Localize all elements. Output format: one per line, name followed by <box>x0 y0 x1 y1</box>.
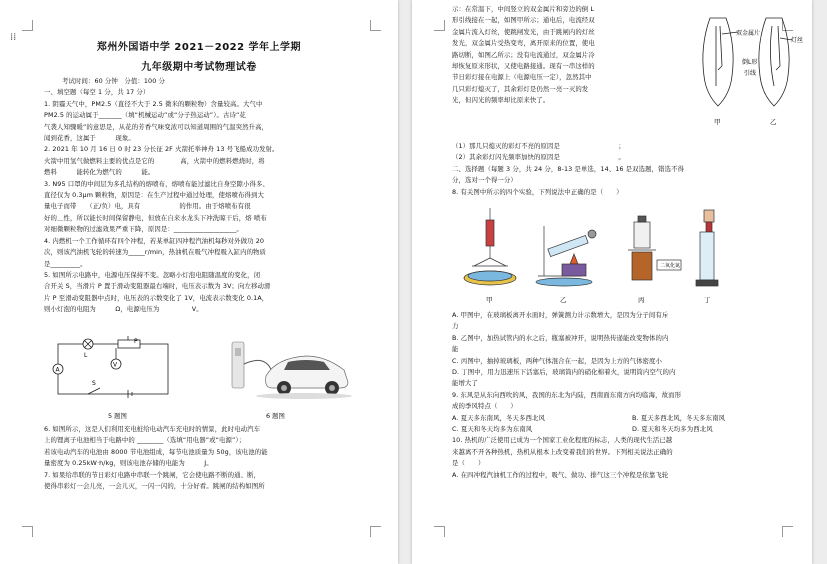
question-line: 量密度为 0.25kW·h/kg，则该电池存储的电能为 J。 <box>44 459 213 468</box>
question-line: 成的季风特点（ ） <box>452 402 517 411</box>
question-line: 片 P 至滑动变阻器中点时，电压表的示数变化了 1V，电流表示数变化 0.1A， <box>44 293 269 302</box>
fig5-label-l: L <box>84 352 88 359</box>
question-line: 示：在常温下，中间竖立的双金属片和旁边的倒 L <box>452 5 595 13</box>
option-b: B. 夏天多西北风，冬天多东南风 <box>632 413 726 422</box>
question-line: 则小灯泡的电阻为 Ω，电源电压为 V。 <box>44 305 203 314</box>
question-line: 3. N95 口罩的中间层为多孔结构的熔喷布，熔喷布能过滤比自身空隙小得多、 <box>44 179 269 188</box>
question-line: （2）其余彩灯闪光频率加快的原因是 。 <box>452 153 625 162</box>
option-d: D. 夏天和冬天均多为西北风 <box>632 425 713 434</box>
question-line: PM2.5 的运动属于_______（填“机械运动”或“分子热运动”）。古诗“花 <box>44 111 246 120</box>
question-line: 直径仅为 0.3μm 颗粒物，原因是：在生产过程中通过处理，使熔喷布得到大 <box>44 191 264 200</box>
question-line: 对细微颗粒物的过滤效果严重下降，原因是：___________________。 <box>44 225 243 234</box>
exam-page-right <box>412 0 812 564</box>
question-line: 8. 有关图中所示的四个实验，下列说法中正确的是（ ） <box>452 187 623 196</box>
question-line: 10. 热机的广泛使用已成为一个国家工业化程度的标志，人类的现代生活已越 <box>452 436 673 445</box>
page2-q7-text <box>452 4 694 107</box>
fig5-label-a: A <box>55 366 60 374</box>
question-line: 来越离不开各种热机，热机从根本上改变着我们的世界。下列相关说法正确的 <box>452 447 673 456</box>
fig8-caption-d: 丁 <box>704 296 711 304</box>
fig5-caption: 5 题图 <box>108 412 127 420</box>
fig5-label-v: V <box>113 361 118 369</box>
option-line: B. 乙图中，加热试管内的水之后，瓶塞被冲开，说明热传递能改变物体的内 <box>452 333 669 342</box>
fig8-caption-b: 乙 <box>560 296 567 304</box>
fig8-caption-c: 丙 <box>638 296 645 304</box>
question-line: 却恢复原来形状，又使电路接通。现有一串这样的 <box>452 62 595 71</box>
question-line: 若该电动汽车的电池由 8000 节电池组成，每节电池质量为 50g，该电池的能 <box>44 447 268 456</box>
bulb-diagram-fig7 <box>696 6 806 130</box>
option-a: A. 夏天多东南风，冬天多西北风 <box>452 413 545 422</box>
section-heading: 分，选对一个得一分） <box>452 176 517 185</box>
question-line: 合开关 S，当滑片 P 置于滑动变阻器最右端时，电压表示数为 3V；向左移动滑 <box>44 282 271 291</box>
question-line: 上的锂离子电池相当于电路中的 ________（选填“用电器”或“电源”）； <box>44 436 246 445</box>
question-line: 闻到花香，这属于 现象。 <box>44 134 135 143</box>
question-line: 金属片流入灯丝，使跳闸发光，由于跳闸内的灯丝 <box>452 27 595 36</box>
option-c: C. 夏天和冬天均多为东南风 <box>452 425 533 434</box>
question-line: 量电子而带 （正/负）电，具有 的作用。由于熔喷布有很 <box>44 202 251 211</box>
fig7-caption-a: 甲 <box>714 118 721 126</box>
question-line: 气袭人知骤暖”的意思是，从花的芳香气味变浓可以知道周围的气温突然升高， <box>44 122 269 131</box>
option-row <box>452 424 792 435</box>
question-line: 几只彩灯熄灭了，其余彩灯是仍然一亮一灭的发 <box>452 84 589 93</box>
crop-mark <box>370 526 381 537</box>
crop-mark <box>22 20 33 31</box>
question-line: 好的＿性，所以能长时间保留静电，但放在自来水龙头下冲洗晾干后，熔 喷布 <box>44 213 267 222</box>
section-heading: 二、选择题（每题 3 分，共 24 分，8-13 是单选，14、16 是双选题，错选不得 <box>452 164 685 173</box>
option-line: A. 甲图中，在玻璃板离开水面时，弹簧测力计示数增大，是因为分子间有斥 <box>452 311 669 319</box>
section-heading: 一、填空题（每空 1 分，共 17 分） <box>44 88 150 97</box>
exam-page-left <box>0 0 398 564</box>
fig8-label-gas: 二氧化氮 <box>660 263 681 269</box>
page2-body-mid <box>452 141 792 198</box>
question-line: 是_________。 <box>44 259 87 268</box>
ev-charging-image-fig6 <box>226 334 356 404</box>
option-line: 能 <box>452 345 459 354</box>
option-line: C. 丙图中，抽掉玻璃板，两种气体混合在一起，是因为上方的气体密度小 <box>452 356 663 365</box>
question-line: （1）那几只熄灭的彩灯不亮的原因是 ； <box>452 142 625 150</box>
crop-mark <box>782 526 793 537</box>
fig7-label-filament: 灯丝 <box>791 37 804 44</box>
fig5-label-s: S <box>92 380 96 387</box>
circuit-diagram-fig5 <box>48 336 188 402</box>
question-line: 2. 2021 年 10 月 16 日 0 时 23 分长征 2F 火箭托举神舟 13 号飞船成功发射。 <box>44 145 279 154</box>
option-row <box>452 413 792 424</box>
question-line: 节日彩灯接在电源上（电源电压一定），忽然其中 <box>452 73 592 82</box>
question-line: 次，则该汽油机飞轮的转速为_____r/min，热油机在吸气冲程吸入缸内的物质 <box>44 248 267 257</box>
question-line: 9. 东风是从东向西吹的风，我国的东北为内陆，西南面东南方向均临海，故而形 <box>452 390 682 399</box>
fig7-label-lead: 引线 <box>744 70 757 77</box>
crop-mark <box>434 526 445 537</box>
question-line: 火箭中用氢气做燃料主要的优点是它的 高，火箭中的燃料燃烧时，将 <box>44 156 265 165</box>
question-line: 燃料 能转化为燃气的 能。 <box>44 168 155 177</box>
option-line: 力 <box>452 322 459 331</box>
exam-subtitle: 九年级期中考试物理试卷 <box>141 62 257 73</box>
option-line: 能增大了 <box>452 379 478 388</box>
fig5-label-p: P <box>134 338 138 345</box>
question-line: 使得串彩灯一会儿亮，一会儿灭，一闪一闪的，十分好看。跳闸的结构如图所 <box>44 482 265 491</box>
page2-body-bottom <box>452 310 792 481</box>
experiments-figure-q8 <box>452 206 752 306</box>
exam-info: 考试时间：60 分钟 分值：100 分 <box>62 77 165 85</box>
fig7-label-l-shape: 倒L形 <box>742 59 758 66</box>
fig8-caption-a: 甲 <box>486 296 493 304</box>
fig7-label-bimetal: 双金属片 <box>736 30 761 37</box>
question-line: 5. 如图所示电路中，电源电压保持不变。忽略小灯泡电阻随温度的变化，闭 <box>44 270 261 279</box>
question-line: 光，但闪光的频率却比原来快了。 <box>452 96 550 105</box>
question-line: 1. 阴霾天气中，PM2.5（直径不大于 2.5 微米的颗粒物）含量较高。大气中 <box>44 99 263 108</box>
fig6-caption: 6 题图 <box>266 412 285 420</box>
page1-body-bottom <box>44 424 372 492</box>
question-line: 路切断，如图乙所示；没有电流通过，双金属片冷 <box>452 50 595 59</box>
fig7-caption-b: 乙 <box>770 118 777 126</box>
drag-handle-icon[interactable]: ⁞⁞ <box>10 32 17 43</box>
question-line: 6. 如图所示，这是人们利用充电桩给电动汽车充电时的情景，此时电动汽车 <box>44 425 261 433</box>
question-line: 4. 内燃机一个工作循环有四个冲程，若某单缸四冲程汽油机每秒对外做功 20 <box>44 236 265 245</box>
question-line: 形引线接在一起，如图甲所示；通电后，电流经双 <box>452 16 595 25</box>
question-line: 发光，双金属片受热变弯，离开原来的位置，使电 <box>452 39 595 48</box>
crop-mark <box>370 20 381 31</box>
option-line: D. 丁图中，用力迅速压下活塞后，玻璃筒内的硝化棉着火，说明筒内空气的内 <box>452 368 676 377</box>
question-line: 7. 如果给串联的节日彩灯电路中串联一个跳闸，它会使电路不断的通、断， <box>44 470 261 479</box>
crop-mark <box>22 526 33 537</box>
option-line: A. 在四冲程汽油机工作的过程中，吸气、做功、排气这三个冲程是依靠飞轮 <box>452 470 669 479</box>
page1-body <box>44 76 372 316</box>
exam-title: 郑州外国语中学 2021－2022 学年上学期 <box>96 42 302 53</box>
question-line: 是（ ） <box>452 459 485 468</box>
crop-mark <box>434 20 445 31</box>
